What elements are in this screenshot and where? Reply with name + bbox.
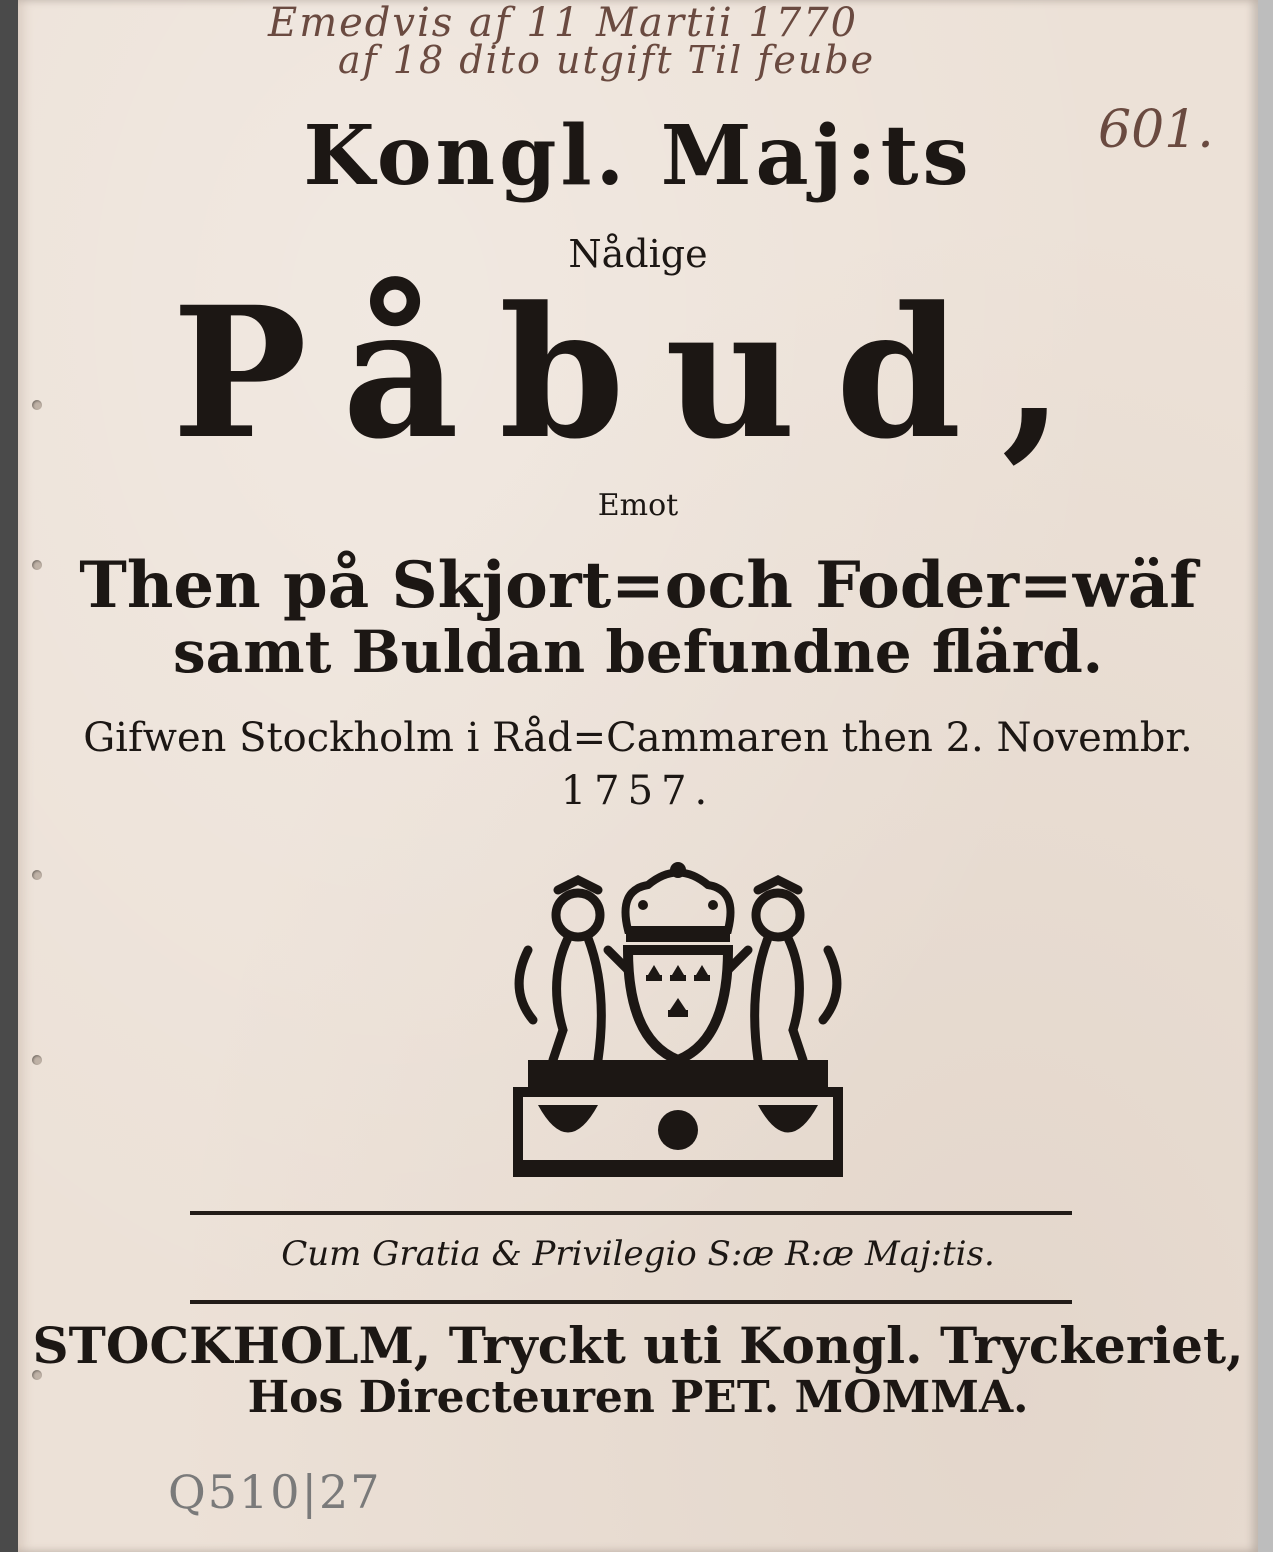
subtitle-line1: Then på Skjort=och Foder=wäf — [79, 548, 1197, 623]
handwritten-note-line1: Emedvis af 11 Martii 1770 — [268, 0, 859, 46]
divider-line — [190, 1211, 1072, 1215]
printer-line1: STOCKHOLM, Tryckt uti Kongl. Tryckeriet, — [32, 1316, 1244, 1375]
catalog-number: Q510|27 — [168, 1465, 382, 1519]
title-line1: Kongl. Maj:ts — [303, 108, 973, 204]
title-main: Påbud, — [171, 268, 1105, 479]
subtitle-emot: Emot — [597, 488, 679, 523]
printer-line2: Hos Directeuren PET. MOMMA. — [247, 1372, 1029, 1423]
divider-line — [190, 1300, 1072, 1304]
handwritten-note-line2: af 18 dito utgift Til feube — [338, 38, 876, 82]
stitch-hole — [32, 870, 42, 880]
stitch-hole — [32, 1055, 42, 1065]
privilege-line: Cum Gratia & Privilegio S:æ R:æ Maj:tis. — [281, 1234, 995, 1274]
title-line2: Nådige — [568, 232, 708, 276]
date-year: 1757. — [560, 768, 716, 814]
date-given: Gifwen Stockholm i Råd=Cammaren then 2. Novembr. — [83, 715, 1193, 761]
scan-border — [1258, 0, 1273, 1552]
subtitle-line2: samt Buldan befundne flärd. — [173, 618, 1103, 686]
coat-of-arms-icon — [508, 860, 848, 1180]
document-page — [18, 0, 1258, 1552]
handwritten-number: 601. — [1098, 100, 1214, 160]
